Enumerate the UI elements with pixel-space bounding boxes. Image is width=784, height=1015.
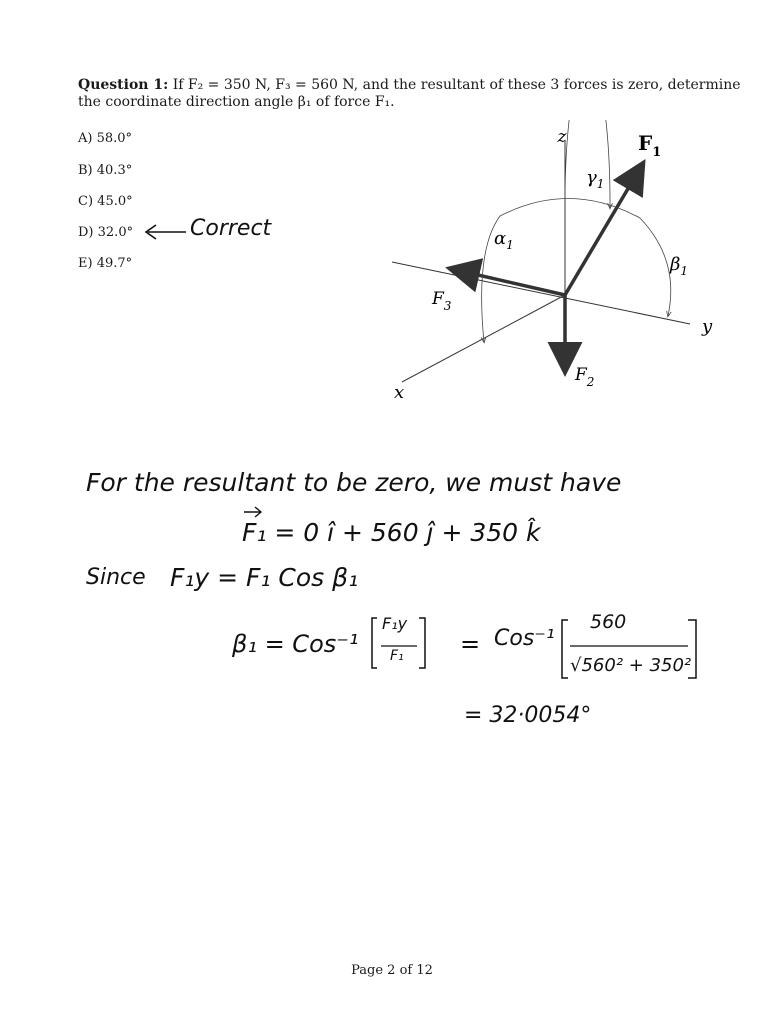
solution-line-1: For the resultant to be zero, we must have [86,468,622,497]
fraction-2-brackets [556,612,706,692]
choice-e-label: E) [78,256,93,271]
question-line-1 [78,77,741,94]
fraction-1-numerator: F₁y [382,614,408,633]
solution-since: Since [86,565,146,590]
page-number: Page 2 of 12 [351,963,433,978]
question-line-2: the coordinate direction angle β₁ of force F₁. [78,94,395,110]
choice-a-label: A) [78,131,93,146]
choice-e-value: 49.7° [96,256,133,271]
solution-cos-inverse: Cos⁻¹ [494,626,555,651]
solution-result: = 32·0054° [464,703,592,728]
solution-beta-lhs: β₁ = Cos⁻¹ [232,630,359,658]
x-label: x [394,382,405,403]
correct-note: Correct [190,216,272,241]
solution-since-eq: F₁y = F₁ Cos β₁ [170,563,359,592]
solution-equals: = [460,630,481,658]
force-diagram [380,120,720,410]
question-text-1: If F₂ = 350 N, F₃ = 560 N, and the resultant of these 3 forces is zero, determine [172,77,741,93]
z-label: z [557,127,567,147]
fraction-2-numerator: 560 [590,611,627,633]
fraction-1-denominator: F₁ [390,648,404,664]
f3-vector [452,269,565,295]
choice-b [78,163,132,178]
choice-a-value: 58.0° [96,131,133,146]
choice-b-value: 40.3° [96,163,133,178]
vector-arrow-icon [242,505,264,519]
gamma-arc [565,120,610,208]
y-label: y [702,316,713,337]
f3-label: $F_3$ [432,289,452,313]
choice-c-label: C) [78,194,94,209]
choice-d-value: 32.0° [97,225,134,240]
choice-d-label: D) [78,225,94,240]
gamma-label: $\gamma_1$ [586,167,605,191]
f2-label: $F_2$ [575,365,595,389]
choice-c-value: 45.0° [97,194,133,209]
f1-label: $F_1$ [638,131,662,160]
choice-d [78,225,133,240]
fraction-2-denominator: √560² + 350² [570,655,692,676]
beta-label: $\beta_1$ [670,254,689,278]
alpha-label: $\alpha_1$ [494,228,514,252]
question-label: Question 1: [78,77,169,93]
solution-vector: F₁ = 0 î + 560 ĵ + 350 k̂ [242,518,541,547]
choice-a [78,131,132,146]
choice-b-label: B) [78,163,93,178]
choice-e [78,256,132,271]
choice-c [78,194,133,209]
correct-arrow-icon [140,222,190,242]
